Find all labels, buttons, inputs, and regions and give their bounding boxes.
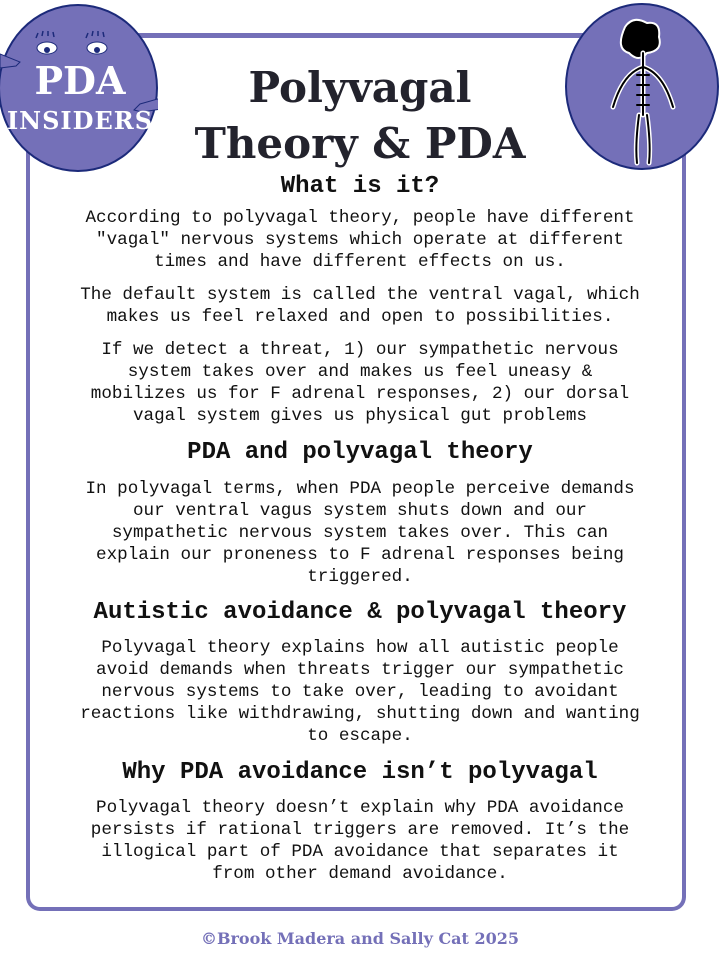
paragraph	[0, 284, 720, 328]
text-line: sympathetic nervous system takes over. This can	[111, 523, 609, 543]
paragraph	[0, 797, 720, 885]
text-line: makes us feel relaxed and open to possibilities.	[106, 307, 614, 327]
text-line: avoid demands when threats trigger our sympathetic	[96, 660, 624, 680]
text-line: According to polyvagal theory, people have different	[85, 208, 635, 228]
section-what-is-it	[0, 174, 720, 200]
text-line: nervous systems to take over, leading to avoidant	[101, 682, 619, 702]
copyright-footer: ©Brook Madera and Sally Cat 2025	[200, 929, 520, 948]
paragraph	[0, 207, 720, 273]
nervous-system-icon	[567, 5, 720, 172]
text-line: persists if rational triggers are removed. It’s the	[90, 820, 630, 840]
section-heading	[0, 760, 720, 786]
text-line: Polyvagal theory doesn’t explain why PDA avoidance	[96, 798, 624, 818]
text-line: our ventral vagus system shuts down and our	[133, 501, 587, 521]
section-heading: What is it?	[280, 173, 440, 200]
logo-insiders-text: INSIDERS	[6, 106, 154, 135]
text-line: The default system is called the ventral vagal, which	[80, 285, 640, 305]
text-line: mobilizes us for F adrenal responses, 2) our dorsal	[90, 384, 630, 404]
heading-text: Why PDA avoidance isn’t polyvagal	[122, 759, 598, 786]
paragraph	[0, 339, 720, 427]
text-line: to escape.	[307, 726, 413, 746]
text-line: explain our proneness to F adrenal responses being	[96, 545, 624, 565]
text-line: vagal system gives us physical gut problems	[133, 406, 587, 426]
text-line: times and have different effects on us.	[154, 252, 566, 272]
heading-text: Autistic avoidance & polyvagal theory	[93, 599, 627, 626]
text-line: illogical part of PDA avoidance that separates it	[101, 842, 619, 862]
text-line: from other demand avoidance.	[212, 864, 508, 884]
paragraph	[0, 478, 720, 588]
text-line: "vagal" nervous systems which operate at different	[96, 230, 624, 250]
text-line: system takes over and makes us feel uneasy &	[127, 362, 593, 382]
pda-insiders-logo	[0, 4, 158, 172]
text-line: reactions like withdrawing, shutting down and wanting	[80, 704, 640, 724]
heading-text: PDA and polyvagal theory	[187, 439, 533, 466]
title-line-1: Polyvagal	[248, 63, 472, 112]
paragraph	[0, 637, 720, 747]
title-line-2: Theory & PDA	[194, 119, 526, 168]
text-line: In polyvagal terms, when PDA people perceive demands	[85, 479, 635, 499]
page-title	[160, 60, 560, 172]
text-line: Polyvagal theory explains how all autistic people	[101, 638, 619, 658]
logo-pda-text: PDA	[34, 58, 126, 103]
section-heading	[0, 600, 720, 626]
section-heading	[0, 440, 720, 466]
text-line: If we detect a threat, 1) our sympathetic nervous	[101, 340, 619, 360]
nervous-system-illustration	[565, 3, 719, 170]
text-line: triggered.	[307, 567, 413, 587]
